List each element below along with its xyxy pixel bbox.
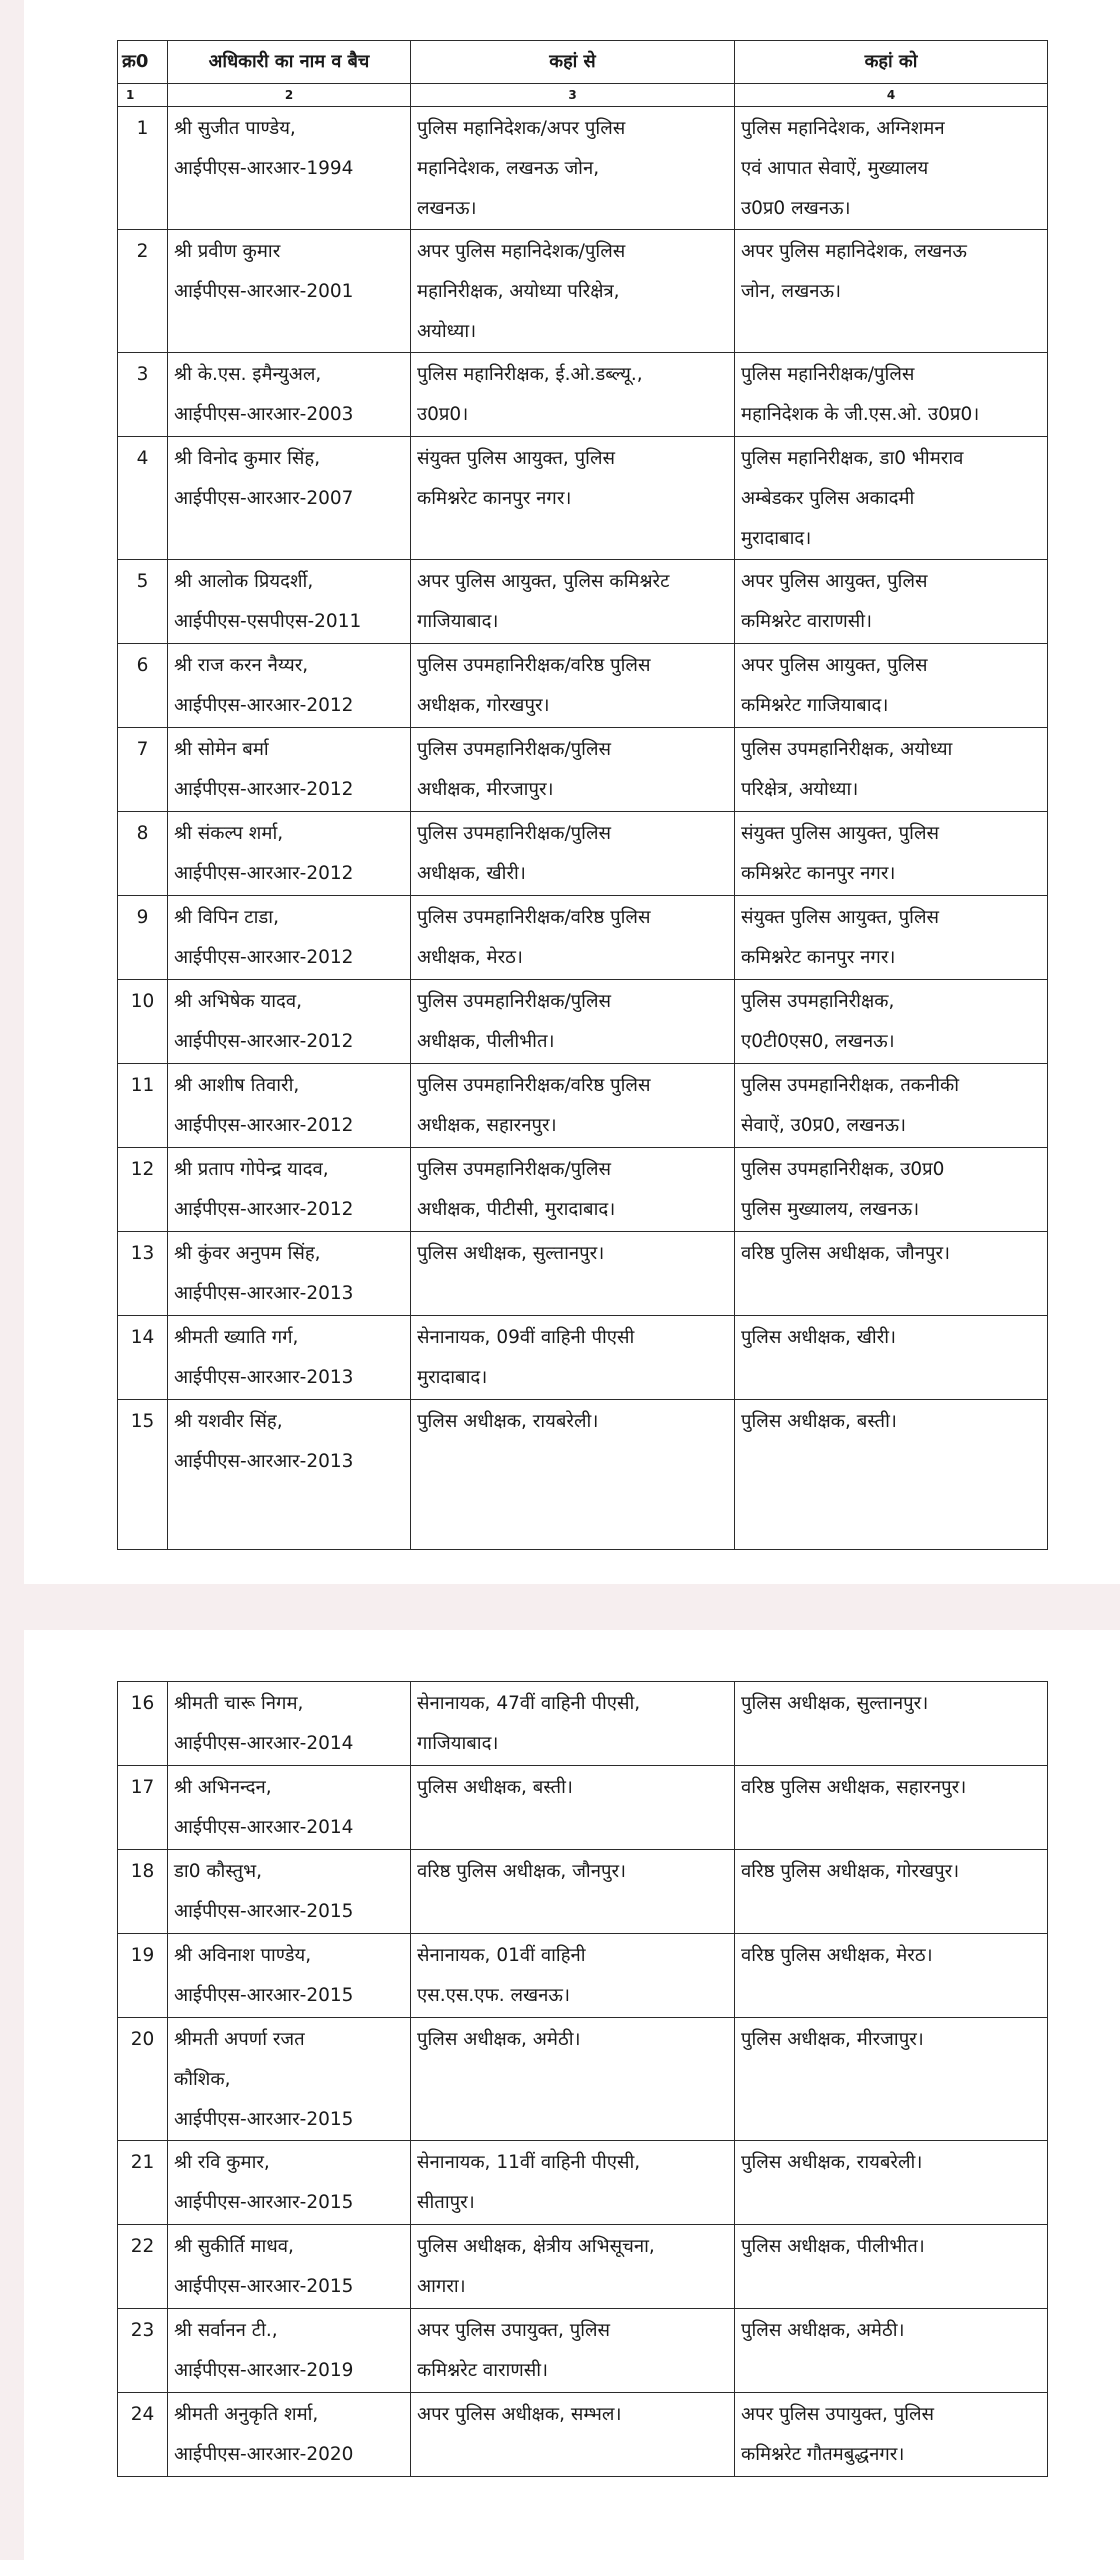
officer-name-cell (168, 2018, 411, 2141)
from-posting-cell (411, 1232, 735, 1316)
officer-name-line: आईपीएस-आरआर-2013 (174, 1283, 354, 1304)
officer-name-line: आईपीएस-आरआर-2015 (174, 1985, 354, 2006)
from-posting-cell (411, 1682, 735, 1766)
officer-name-line: आईपीएस-आरआर-2007 (174, 488, 354, 509)
posting-text-line: अम्बेडकर पुलिस अकादमी (741, 488, 915, 509)
to-posting-cell (735, 2018, 1048, 2141)
posting-text-line: परिक्षेत्र, अयोध्या। (741, 779, 859, 800)
header-officer-name-batch: अधिकारी का नाम व बैच (168, 41, 411, 84)
posting-text-line: सेनानायक, 47वीं वाहिनी पीएसी, (417, 1693, 641, 1714)
to-posting-cell (735, 1850, 1048, 1934)
officer-name-cell (168, 644, 411, 728)
posting-text-line: पुलिस अधीक्षक, सुल्तानपुर। (417, 1243, 605, 1264)
posting-text-line: वरिष्ठ पुलिस अधीक्षक, गोरखपुर। (741, 1861, 960, 1882)
posting-text-line: पुलिस मुख्यालय, लखनऊ। (741, 1199, 920, 1220)
serial-number: 2 (118, 230, 168, 353)
table-body-page-2 (118, 1682, 1048, 2477)
officer-name-line: श्री अभिषेक यादव, (174, 991, 302, 1012)
posting-text-line: पुलिस अधीक्षक, मीरजापुर। (741, 2029, 924, 2050)
posting-text-line: मुरादाबाद। (417, 1367, 488, 1388)
posting-text-line: पुलिस उपमहानिरीक्षक, तकनीकी (741, 1075, 960, 1096)
serial-number: 21 (118, 2141, 168, 2225)
officer-name-line: आईपीएस-आरआर-2015 (174, 2276, 354, 2297)
posting-text-line: मुरादाबाद। (741, 528, 812, 549)
officer-name-cell (168, 896, 411, 980)
officer-name-line: आईपीएस-आरआर-2012 (174, 863, 354, 884)
from-posting-cell (411, 1934, 735, 2018)
officer-name-cell (168, 980, 411, 1064)
officer-name-line: आईपीएस-आरआर-2015 (174, 2192, 354, 2213)
posting-text-line: एस.एस.एफ. लखनऊ। (417, 1985, 570, 2006)
officer-name-cell (168, 2309, 411, 2393)
serial-number: 23 (118, 2309, 168, 2393)
officer-name-line: आईपीएस-आरआर-2001 (174, 281, 354, 302)
serial-number: 3 (118, 353, 168, 437)
officer-name-cell (168, 437, 411, 560)
officer-name-line: श्री अविनाश पाण्डेय, (174, 1945, 312, 1966)
to-posting-cell (735, 107, 1048, 230)
serial-number: 8 (118, 812, 168, 896)
posting-text-line: अपर पुलिस महानिदेशक/पुलिस (417, 241, 626, 262)
officer-name-line: आईपीएस-आरआर-2019 (174, 2360, 354, 2381)
from-posting-cell (411, 1316, 735, 1400)
table-row (118, 2309, 1048, 2393)
posting-text-line: वरिष्ठ पुलिस अधीक्षक, मेरठ। (741, 1945, 933, 1966)
officer-name-line: श्रीमती अनुकृति शर्मा, (174, 2404, 319, 2425)
posting-text-line: अधीक्षक, पीटीसी, मुरादाबाद। (417, 1199, 616, 1220)
from-posting-cell (411, 2393, 735, 2477)
table-row (118, 1850, 1048, 1934)
posting-text-line: पुलिस अधीक्षक, अमेठी। (417, 2029, 581, 2050)
officer-name-line: श्री सुकीर्ति माधव, (174, 2236, 294, 2257)
table-row (118, 728, 1048, 812)
header-from: कहां से (411, 41, 735, 84)
posting-text-line: कमिश्नरेट कानपुर नगर। (741, 947, 896, 968)
column-index: 4 (735, 84, 1048, 107)
posting-text-line: अधीक्षक, मेरठ। (417, 947, 523, 968)
posting-text-line: महानिदेशक के जी.एस.ओ. उ0प्र0। (741, 404, 980, 425)
posting-text-line: गाजियाबाद। (417, 611, 499, 632)
officer-name-line: आईपीएस-आरआर-2012 (174, 1199, 354, 1220)
officer-name-cell (168, 1850, 411, 1934)
posting-text-line: पुलिस उपमहानिरीक्षक/वरिष्ठ पुलिस (417, 655, 651, 676)
from-posting-cell (411, 896, 735, 980)
to-posting-cell (735, 1934, 1048, 2018)
officer-name-cell (168, 107, 411, 230)
officer-name-line: आईपीएस-आरआर-2014 (174, 1817, 354, 1838)
from-posting-cell (411, 644, 735, 728)
from-posting-cell (411, 1850, 735, 1934)
serial-number: 15 (118, 1400, 168, 1550)
posting-text-line: पुलिस अधीक्षक, पीलीभीत। (741, 2236, 925, 2257)
serial-number: 19 (118, 1934, 168, 2018)
from-posting-cell (411, 1766, 735, 1850)
posting-text-line: महानिदेशक, लखनऊ जोन, (417, 158, 600, 179)
officer-name-line: आईपीएस-आरआर-1994 (174, 158, 354, 179)
posting-text-line: सेनानायक, 09वीं वाहिनी पीएसी (417, 1327, 635, 1348)
officer-name-cell (168, 1148, 411, 1232)
officer-name-line: आईपीएस-आरआर-2015 (174, 1901, 354, 1922)
posting-text-line: कमिश्नरेट कानपुर नगर। (417, 488, 572, 509)
from-posting-cell (411, 1148, 735, 1232)
officer-name-line: श्रीमती ख्याति गर्ग, (174, 1327, 299, 1348)
officer-name-line: आईपीएस-एसपीएस-2011 (174, 611, 362, 632)
officer-name-line: श्री सर्वानन टी., (174, 2320, 278, 2341)
from-posting-cell (411, 2018, 735, 2141)
serial-number: 16 (118, 1682, 168, 1766)
posting-text-line: कमिश्नरेट वाराणसी। (741, 611, 873, 632)
officer-name-line: आईपीएस-आरआर-2012 (174, 1115, 354, 1136)
posting-text-line: अपर पुलिस उपायुक्त, पुलिस (417, 2320, 611, 2341)
to-posting-cell (735, 230, 1048, 353)
posting-text-line: पुलिस अधीक्षक, क्षेत्रीय अभिसूचना, (417, 2236, 655, 2257)
officer-name-line: श्री संकल्प शर्मा, (174, 823, 284, 844)
posting-text-line: सीतापुर। (417, 2192, 475, 2213)
table-row (118, 1400, 1048, 1550)
column-index: 2 (168, 84, 411, 107)
to-posting-cell (735, 1148, 1048, 1232)
from-posting-cell (411, 560, 735, 644)
table-row (118, 812, 1048, 896)
table-row (118, 353, 1048, 437)
posting-text-line: अपर पुलिस आयुक्त, पुलिस (741, 655, 928, 676)
posting-text-line: अपर पुलिस आयुक्त, पुलिस (741, 571, 928, 592)
from-posting-cell (411, 2309, 735, 2393)
posting-text-line: पुलिस अधीक्षक, रायबरेली। (741, 2152, 923, 2173)
posting-text-line: पुलिस उपमहानिरीक्षक, उ0प्र0 (741, 1159, 945, 1180)
officer-name-line: श्री आलोक प्रियदर्शी, (174, 571, 314, 592)
posting-text-line: सेवाऐं, उ0प्र0, लखनऊ। (741, 1115, 907, 1136)
serial-number: 10 (118, 980, 168, 1064)
officer-name-line: आईपीएस-आरआर-2013 (174, 1367, 354, 1388)
posting-text-line: लखनऊ। (417, 198, 477, 219)
posting-text-line: वरिष्ठ पुलिस अधीक्षक, जौनपुर। (417, 1861, 627, 1882)
officer-name-line: श्री विपिन टाडा, (174, 907, 279, 928)
to-posting-cell (735, 812, 1048, 896)
from-posting-cell (411, 728, 735, 812)
officer-name-line: आईपीएस-आरआर-2020 (174, 2444, 354, 2465)
serial-number: 14 (118, 1316, 168, 1400)
table-row (118, 980, 1048, 1064)
posting-text-line: पुलिस उपमहानिरीक्षक, अयोध्या (741, 739, 953, 760)
officer-name-line: श्री अभिनन्दन, (174, 1777, 272, 1798)
posting-text-line: उ0प्र0। (417, 404, 469, 425)
posting-text-line: सेनानायक, 11वीं वाहिनी पीएसी, (417, 2152, 641, 2173)
officer-name-line: श्री रवि कुमार, (174, 2152, 270, 2173)
posting-text-line: पुलिस अधीक्षक, बस्ती। (741, 1411, 897, 1432)
posting-text-line: ए0टी0एस0, लखनऊ। (741, 1031, 895, 1052)
posting-text-line: कमिश्नरेट गाजियाबाद। (741, 695, 889, 716)
posting-text-line: महानिरीक्षक, अयोध्या परिक्षेत्र, (417, 281, 620, 302)
posting-text-line: अधीक्षक, सहारनपुर। (417, 1115, 557, 1136)
officer-name-cell (168, 2393, 411, 2477)
to-posting-cell (735, 1400, 1048, 1550)
officer-name-cell (168, 353, 411, 437)
to-posting-cell (735, 2309, 1048, 2393)
posting-text-line: वरिष्ठ पुलिस अधीक्षक, सहारनपुर। (741, 1777, 967, 1798)
header-serial: क्र0 (118, 41, 168, 84)
serial-number: 12 (118, 1148, 168, 1232)
table-row (118, 2018, 1048, 2141)
posting-text-line: पुलिस उपमहानिरीक्षक/पुलिस (417, 1159, 612, 1180)
table-row (118, 1766, 1048, 1850)
posting-text-line: पुलिस अधीक्षक, बस्ती। (417, 1777, 573, 1798)
officer-name-cell (168, 1064, 411, 1148)
to-posting-cell (735, 1064, 1048, 1148)
from-posting-cell (411, 812, 735, 896)
posting-text-line: पुलिस उपमहानिरीक्षक/पुलिस (417, 823, 612, 844)
column-index: 1 (118, 84, 168, 107)
posting-text-line: अधीक्षक, गोरखपुर। (417, 695, 550, 716)
to-posting-cell (735, 2393, 1048, 2477)
table-row (118, 1148, 1048, 1232)
posting-text-line: पुलिस महानिरीक्षक, ई.ओ.डब्ल्यू., (417, 364, 643, 385)
table-body-page-1 (118, 107, 1048, 1550)
posting-text-line: अपर पुलिस आयुक्त, पुलिस कमिश्नरेट (417, 571, 670, 592)
to-posting-cell (735, 1316, 1048, 1400)
column-index-row (118, 84, 1048, 107)
table-row (118, 2141, 1048, 2225)
serial-number: 18 (118, 1850, 168, 1934)
document-page-1 (24, 0, 1120, 1584)
officer-name-line: आईपीएस-आरआर-2012 (174, 779, 354, 800)
serial-number: 24 (118, 2393, 168, 2477)
posting-text-line: अधीक्षक, पीलीभीत। (417, 1031, 555, 1052)
to-posting-cell (735, 728, 1048, 812)
posting-text-line: सेनानायक, 01वीं वाहिनी (417, 1945, 586, 1966)
to-posting-cell (735, 644, 1048, 728)
posting-text-line: पुलिस उपमहानिरीक्षक/पुलिस (417, 739, 612, 760)
posting-text-line: अधीक्षक, मीरजापुर। (417, 779, 554, 800)
officer-name-line: श्री आशीष तिवारी, (174, 1075, 300, 1096)
to-posting-cell (735, 2141, 1048, 2225)
posting-text-line: कमिश्नरेट कानपुर नगर। (741, 863, 896, 884)
serial-number: 20 (118, 2018, 168, 2141)
from-posting-cell (411, 2225, 735, 2309)
to-posting-cell (735, 353, 1048, 437)
officer-name-line: श्री के.एस. इमैन्युअल, (174, 364, 322, 385)
officer-name-cell (168, 812, 411, 896)
officer-name-line: श्रीमती चारू निगम, (174, 1693, 304, 1714)
posting-text-line: अपर पुलिस उपायुक्त, पुलिस (741, 2404, 935, 2425)
from-posting-cell (411, 980, 735, 1064)
to-posting-cell (735, 1766, 1048, 1850)
table-row (118, 896, 1048, 980)
posting-text-line: अपर पुलिस महानिदेशक, लखनऊ (741, 241, 967, 262)
officer-name-cell (168, 2225, 411, 2309)
officer-name-line: आईपीएस-आरआर-2012 (174, 695, 354, 716)
table-row (118, 1232, 1048, 1316)
table-row (118, 437, 1048, 560)
posting-text-line: संयुक्त पुलिस आयुक्त, पुलिस (741, 823, 940, 844)
posting-text-line: पुलिस अधीक्षक, सुल्तानपुर। (741, 1693, 929, 1714)
officer-name-cell (168, 1934, 411, 2018)
from-posting-cell (411, 1400, 735, 1550)
from-posting-cell (411, 107, 735, 230)
transfer-table-page-2 (117, 1681, 1048, 2477)
officer-name-line: श्री यशवीर सिंह, (174, 1411, 283, 1432)
serial-number: 17 (118, 1766, 168, 1850)
officer-name-cell (168, 560, 411, 644)
officer-name-cell (168, 1232, 411, 1316)
posting-text-line: पुलिस महानिदेशक/अपर पुलिस (417, 118, 626, 139)
officer-name-line: श्री राज करन नैय्यर, (174, 655, 309, 676)
transfer-table-page-1 (117, 40, 1048, 1550)
posting-text-line: गाजियाबाद। (417, 1733, 499, 1754)
posting-text-line: वरिष्ठ पुलिस अधीक्षक, जौनपुर। (741, 1243, 951, 1264)
posting-text-line: कमिश्नरेट गौतमबुद्धनगर। (741, 2444, 905, 2465)
column-index: 3 (411, 84, 735, 107)
posting-text-line: पुलिस महानिरीक्षक/पुलिस (741, 364, 915, 385)
table-row (118, 107, 1048, 230)
to-posting-cell (735, 980, 1048, 1064)
to-posting-cell (735, 437, 1048, 560)
serial-number: 11 (118, 1064, 168, 1148)
officer-name-line: आईपीएस-आरआर-2003 (174, 404, 354, 425)
officer-name-cell (168, 2141, 411, 2225)
to-posting-cell (735, 560, 1048, 644)
to-posting-cell (735, 1232, 1048, 1316)
posting-text-line: आगरा। (417, 2276, 466, 2297)
posting-text-line: कमिश्नरेट वाराणसी। (417, 2360, 549, 2381)
table-row (118, 2225, 1048, 2309)
posting-text-line: उ0प्र0 लखनऊ। (741, 198, 851, 219)
from-posting-cell (411, 230, 735, 353)
from-posting-cell (411, 2141, 735, 2225)
officer-name-line: आईपीएस-आरआर-2014 (174, 1733, 354, 1754)
serial-number: 1 (118, 107, 168, 230)
posting-text-line: पुलिस उपमहानिरीक्षक/वरिष्ठ पुलिस (417, 907, 651, 928)
table-row (118, 1682, 1048, 1766)
officer-name-line: श्री सुजीत पाण्डेय, (174, 118, 296, 139)
to-posting-cell (735, 896, 1048, 980)
officer-name-line: आईपीएस-आरआर-2012 (174, 947, 354, 968)
to-posting-cell (735, 1682, 1048, 1766)
officer-name-line: श्री प्रताप गोपेन्द्र यादव, (174, 1159, 329, 1180)
posting-text-line: संयुक्त पुलिस आयुक्त, पुलिस (741, 907, 940, 928)
officer-name-line: श्री प्रवीण कुमार (174, 241, 281, 262)
table-row (118, 1316, 1048, 1400)
officer-name-cell (168, 1400, 411, 1550)
table-row (118, 230, 1048, 353)
from-posting-cell (411, 353, 735, 437)
from-posting-cell (411, 1064, 735, 1148)
table-row (118, 1064, 1048, 1148)
posting-text-line: संयुक्त पुलिस आयुक्त, पुलिस (417, 448, 616, 469)
table-row (118, 644, 1048, 728)
posting-text-line: पुलिस अधीक्षक, अमेठी। (741, 2320, 905, 2341)
posting-text-line: पुलिस उपमहानिरीक्षक, (741, 991, 895, 1012)
header-to: कहां को (735, 41, 1048, 84)
table-row (118, 560, 1048, 644)
serial-number: 9 (118, 896, 168, 980)
posting-text-line: पुलिस महानिरीक्षक, डा0 भीमराव (741, 448, 964, 469)
officer-name-line: श्री सोमेन बर्मा (174, 739, 269, 760)
from-posting-cell (411, 437, 735, 560)
posting-text-line: अपर पुलिस अधीक्षक, सम्भल। (417, 2404, 622, 2425)
posting-text-line: पुलिस उपमहानिरीक्षक/पुलिस (417, 991, 612, 1012)
officer-name-line: श्री कुंवर अनुपम सिंह, (174, 1243, 321, 1264)
officer-name-cell (168, 1766, 411, 1850)
to-posting-cell (735, 2225, 1048, 2309)
officer-name-line: श्री विनोद कुमार सिंह, (174, 448, 321, 469)
document-page-2 (24, 1630, 1120, 2560)
officer-name-line: डा0 कौस्तुभ, (174, 1861, 262, 1882)
posting-text-line: पुलिस अधीक्षक, खीरी। (741, 1327, 897, 1348)
posting-text-line: अधीक्षक, खीरी। (417, 863, 526, 884)
posting-text-line: जोन, लखनऊ। (741, 281, 842, 302)
officer-name-line: आईपीएस-आरआर-2012 (174, 1031, 354, 1052)
posting-text-line: अयोध्या। (417, 321, 477, 342)
serial-number: 6 (118, 644, 168, 728)
posting-text-line: पुलिस अधीक्षक, रायबरेली। (417, 1411, 599, 1432)
serial-number: 4 (118, 437, 168, 560)
officer-name-line: कौशिक, (174, 2069, 231, 2090)
table-header-row (118, 41, 1048, 84)
serial-number: 22 (118, 2225, 168, 2309)
officer-name-line: आईपीएस-आरआर-2015 (174, 2109, 354, 2130)
officer-name-cell (168, 728, 411, 812)
posting-text-line: एवं आपात सेवाऐं, मुख्यालय (741, 158, 929, 179)
serial-number: 7 (118, 728, 168, 812)
officer-name-cell (168, 230, 411, 353)
officer-name-line: आईपीएस-आरआर-2013 (174, 1451, 354, 1472)
officer-name-line: श्रीमती अपर्णा रजत (174, 2029, 305, 2050)
officer-name-cell (168, 1682, 411, 1766)
serial-number: 5 (118, 560, 168, 644)
table-row (118, 1934, 1048, 2018)
posting-text-line: पुलिस महानिदेशक, अग्निशमन (741, 118, 945, 139)
posting-text-line: पुलिस उपमहानिरीक्षक/वरिष्ठ पुलिस (417, 1075, 651, 1096)
serial-number: 13 (118, 1232, 168, 1316)
table-row (118, 2393, 1048, 2477)
officer-name-cell (168, 1316, 411, 1400)
